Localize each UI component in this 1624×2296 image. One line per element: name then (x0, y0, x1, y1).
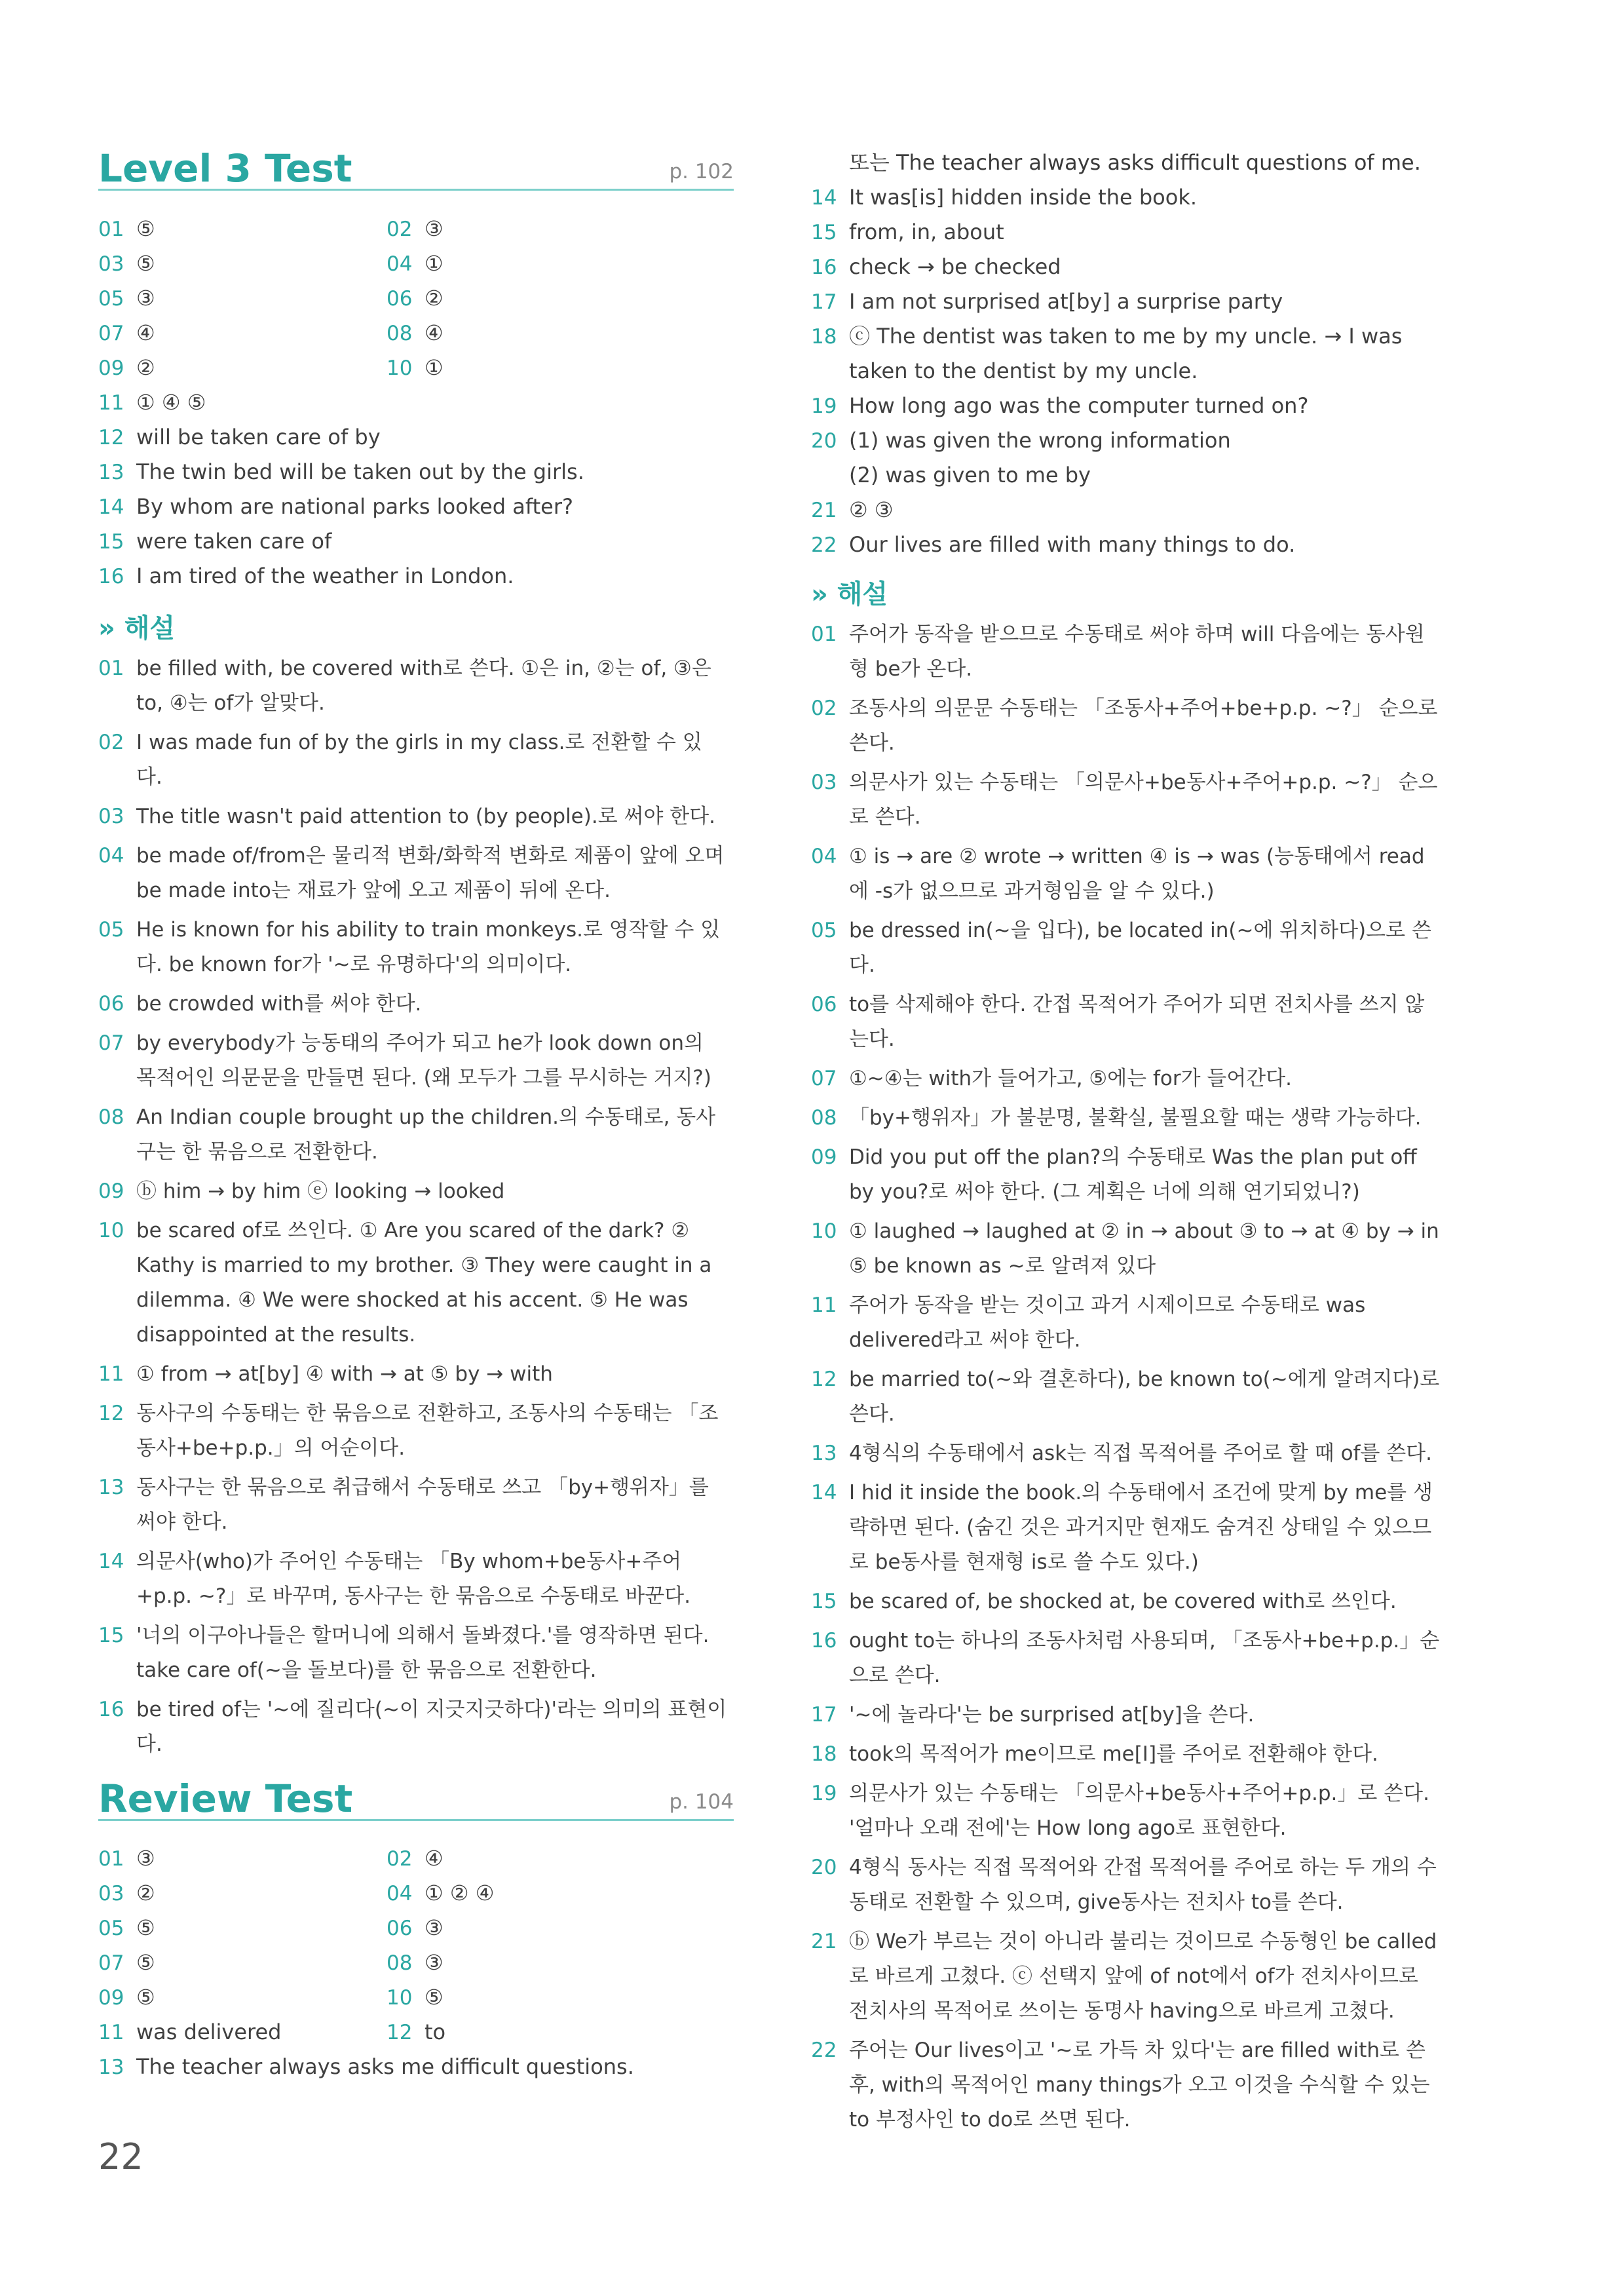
explanation-number: 21 (811, 1930, 837, 1953)
explanation-text: be filled with, be covered with로 쓴다. ①은 in, ②는 of, ③은 to, ④는 of가 알맞다. (136, 657, 711, 715)
answer-number: 22 (811, 533, 837, 557)
answer-row (98, 1841, 734, 1876)
explanation-text: be made of/from은 물리적 변화/화학적 변화로 제품이 앞에 오며 be made into는 재료가 앞에 오고 제품이 뒤에 온다. (136, 844, 725, 902)
explanation-number: 19 (811, 1782, 837, 1805)
answer-number: 10 (387, 1986, 413, 2010)
answer-number: 11 (98, 391, 124, 415)
explanation-number: 08 (811, 1106, 837, 1130)
explanation-item (98, 1214, 727, 1352)
explanation-item (811, 2033, 1440, 2137)
explanation-item (98, 1470, 727, 1540)
answer-row (98, 351, 734, 385)
explanation-text: be scared of, be shocked at, be covered with로 쓰인다. (849, 1590, 1397, 1613)
answer-item (811, 527, 1466, 562)
explanation-number: 17 (811, 1703, 837, 1727)
explanation-number: 06 (811, 993, 837, 1016)
answer-item (98, 385, 734, 420)
explanation-number: 14 (98, 1550, 124, 1573)
explanation-item (98, 839, 727, 908)
answer-item (98, 351, 387, 386)
answer-item (811, 389, 1466, 423)
answer-number: 03 (98, 252, 124, 276)
page-number: 22 (98, 2136, 143, 2177)
answer-number: 08 (387, 1951, 413, 1975)
answer-number: 14 (98, 495, 124, 519)
explanation-item (98, 1100, 727, 1170)
answer-number: 05 (98, 1917, 124, 1940)
explanation-text: ① laughed → laughed at ② in → about ③ to → at ④ by → in ⑤ be known as ~로 알려져 있다 (849, 1219, 1439, 1278)
explanation-text: be tired of는 '~에 질리다(~이 지긋지긋하다)'라는 의미의 표현이다. (136, 1698, 727, 1756)
answer-row (98, 316, 734, 351)
explanation-text: I hid it inside the book.의 수동태에서 조건에 맞게 by me를 생략하면 된다. (숨긴 것은 과거지만 현재도 숨겨진 상태일 수 있으므로 be동사를 현재형 is로 쓸 수도 있다.) (849, 1481, 1433, 1574)
explanation-text: to를 삭제해야 한다. 간접 목적어가 주어가 되면 전치사를 쓰지 않는다. (849, 993, 1425, 1051)
explanation-text: 「by+행위자」가 불분명, 불확실, 불필요할 때는 생략 가능하다. (849, 1106, 1422, 1130)
explanation-item (811, 1436, 1440, 1471)
explanation-number: 15 (98, 1624, 124, 1647)
answer-row (98, 281, 734, 316)
level3-header (98, 143, 734, 191)
answer-value: ① (425, 251, 444, 276)
explanation-item (811, 1850, 1440, 1920)
explanation-item (811, 1140, 1440, 1210)
explanation-number: 13 (811, 1442, 837, 1465)
answer-value: ⑤ (136, 216, 155, 241)
answer-value: ① ② ④ (425, 1881, 495, 1905)
explanation-text: I was made fun of by the girls in my class.로 전환할 수 있다. (136, 731, 702, 789)
explanation-text: by everybody가 능동태의 주어가 되고 he가 look down on의 목적어인 의문문을 만들면 된다. (왜 모두가 그를 무시하는 거지?) (136, 1031, 711, 1090)
answer-value: ⑤ (136, 1950, 155, 1975)
explanation-item (811, 691, 1440, 761)
answer-number: 06 (387, 1917, 413, 1940)
answer-number: 11 (98, 2021, 124, 2044)
answer-value: ② (136, 355, 155, 380)
explanation-number: 15 (811, 1590, 837, 1613)
explanation-text: ① from → at[by] ④ with → at ⑤ by → with (136, 1362, 553, 1386)
answer-number: 09 (98, 356, 124, 380)
explanation-text: 의문사가 있는 수동태는 「의문사+be동사+주어+p.p. ~?」 순으로 쓴다. (849, 771, 1438, 829)
answer-value: ⑤ (425, 1985, 444, 2010)
answer-row (98, 2015, 734, 2050)
explanation-text: be scared of로 쓰인다. ① Are you scared of the dark? ② Kathy is married to my brother. ③ They were caught in a dilemma. ④ We were shocked at his accent. ⑤ He was disappointed at the results. (136, 1219, 712, 1347)
explanation-text: 주어는 Our lives이고 '~로 가득 차 있다'는 are filled with로 쓴 후, with의 목적어인 many things가 오고 이것을 수식할 수 있는 to 부정사인 to do로 쓰면 된다. (849, 2038, 1430, 2132)
explanation-item (98, 651, 727, 721)
explanation-text: 조동사의 의문문 수동태는 「조동사+주어+be+p.p. ~?」 순으로 쓴다. (849, 697, 1438, 755)
explanation-text: 4형식 동사는 직접 목적어와 간접 목적어를 주어로 하는 두 개의 수동태로 전환할 수 있으며, give동사는 전치사 to를 쓴다. (849, 1856, 1437, 1914)
answer-number: 14 (811, 186, 837, 210)
explanation-text: ⓑ him → by him ⓔ looking → looked (136, 1179, 505, 1203)
explanation-number: 05 (98, 918, 124, 942)
level3-page-ref: p. 102 (669, 160, 734, 183)
answer-value: check → be checked (849, 254, 1061, 279)
explanation-number: 16 (811, 1629, 837, 1653)
review-explanations (811, 617, 1440, 2142)
answer-row (98, 1911, 734, 1945)
answer-row (98, 1945, 734, 1980)
explanation-item (811, 987, 1440, 1057)
explanation-text: '너의 이구아나들은 할머니에 의해서 돌봐졌다.'를 영작하면 된다. take care of(~을 돌보다)를 한 묶음으로 전환한다. (136, 1624, 709, 1682)
answer-number: 16 (98, 565, 124, 588)
explanation-item (811, 1101, 1440, 1136)
explanation-number: 02 (811, 697, 837, 720)
explanation-number: 03 (98, 805, 124, 828)
review-answer-grid (98, 1841, 734, 2050)
answer-value: ④ (136, 320, 155, 345)
answer-item (811, 180, 1466, 215)
explanation-item (811, 1288, 1440, 1358)
answer-continuation (811, 354, 1466, 389)
answer-number: 03 (98, 1882, 124, 1905)
answer-value: Our lives are filled with many things to do. (849, 532, 1296, 557)
answer-item (387, 246, 444, 282)
answer-value: were taken care of (136, 529, 332, 554)
explanation-number: 16 (98, 1698, 124, 1721)
answer-row (98, 212, 734, 246)
explanation-text: ought to는 하나의 조동사처럼 사용되며, 「조동사+be+p.p.」순으로 쓴다. (849, 1629, 1440, 1687)
answer-item (811, 423, 1466, 458)
explanation-item (98, 1618, 727, 1688)
answer-row (98, 1980, 734, 2015)
explanation-item (98, 987, 727, 1022)
answer-item (387, 351, 444, 386)
explanation-number: 01 (98, 657, 124, 680)
answer-item (98, 2015, 387, 2050)
explanation-item (811, 1624, 1440, 1693)
answer-item (387, 1980, 444, 2016)
explanation-number: 11 (811, 1293, 837, 1317)
answer-number: 05 (98, 287, 124, 311)
explanation-number: 09 (98, 1179, 124, 1203)
answer-number: 07 (98, 322, 124, 345)
level3-title: Level 3 Test (98, 146, 352, 191)
answer-value: ③ (425, 1950, 444, 1975)
answer-number: 12 (98, 426, 124, 450)
answer-item (98, 489, 734, 524)
explanation-text: 의문사가 있는 수동태는 「의문사+be동사+주어+p.p.」로 쓴다. '얼마나 오래 전에'는 How long ago로 표현한다. (849, 1782, 1429, 1840)
explanation-number: 07 (98, 1031, 124, 1055)
answer-item (98, 316, 387, 351)
explanation-text: '~에 놀라다'는 be surprised at[by]을 쓴다. (849, 1703, 1255, 1727)
answer-item (98, 524, 734, 559)
explanation-text: be dressed in(~을 입다), be located in(~에 위치하다)으로 쓴다. (849, 919, 1431, 977)
explanation-item (98, 799, 727, 834)
answer-continuation (811, 458, 1466, 493)
answer-number: 16 (811, 256, 837, 279)
answer-item (387, 1945, 444, 1981)
explanation-number: 18 (811, 1742, 837, 1766)
answer-item (811, 319, 1466, 354)
explanation-text: The title wasn't paid attention to (by people).로 써야 한다. (136, 805, 715, 828)
explanation-number: 20 (811, 1856, 837, 1879)
explanation-text: 동사구는 한 묶음으로 취급해서 수동태로 쓰고 「by+행위자」를 써야 한다. (136, 1476, 709, 1534)
answer-value: ① (425, 355, 444, 380)
explanation-number: 06 (98, 992, 124, 1016)
answer-number: 20 (811, 429, 837, 453)
answer-value: taken to the dentist by my uncle. (849, 358, 1198, 383)
answer-item (98, 1980, 387, 2016)
explanation-text: 의문사(who)가 주어인 수동태는 「By whom+be동사+주어+p.p. ~?」로 바꾸며, 동사구는 한 묶음으로 수동태로 바꾼다. (136, 1550, 691, 1608)
answer-item (811, 493, 1466, 527)
explanation-text: 주어가 동작을 받으므로 수동태로 써야 하며 will 다음에는 동사원형 be가 온다. (849, 622, 1425, 681)
explanation-item (98, 725, 727, 795)
answer-value: ③ (425, 1915, 444, 1940)
answer-number: 01 (98, 218, 124, 241)
answer-item (811, 215, 1466, 250)
answer-item (387, 2015, 445, 2050)
review-header (98, 1773, 734, 1821)
answer-value: By whom are national parks looked after? (136, 494, 573, 519)
answer-value: ⑤ (136, 1985, 155, 2010)
answer-number: 02 (387, 218, 413, 241)
review-title: Review Test (98, 1776, 353, 1821)
answer-value: (2) was given to me by (849, 463, 1091, 488)
answer-value: will be taken care of by (136, 425, 381, 450)
explanation-item (811, 1062, 1440, 1096)
explanation-item (98, 1396, 727, 1466)
review-answer-13: 13 The teacher always asks me difficult questions. (98, 2054, 634, 2079)
answer-number: 18 (811, 325, 837, 349)
explanation-number: 04 (811, 845, 837, 868)
answer-item (98, 212, 387, 247)
answer-number: 09 (98, 1986, 124, 2010)
explanation-number: 14 (811, 1481, 837, 1504)
answer-number: 15 (811, 221, 837, 244)
answer-value: (1) was given the wrong information (849, 428, 1231, 453)
answer-value: The twin bed will be taken out by the girls. (136, 459, 584, 484)
answer-item (98, 1911, 387, 1946)
answer-value: ② (136, 1881, 155, 1905)
answer-number: 01 (98, 1847, 124, 1871)
review-explanation-heading: » 해설 (811, 579, 888, 609)
answer-item (811, 250, 1466, 284)
explanation-number: 04 (98, 844, 124, 868)
answer-item (98, 420, 734, 455)
explanation-number: 10 (98, 1219, 124, 1242)
answer-value: ④ (425, 1846, 444, 1871)
answer-value: ⑤ (136, 251, 155, 276)
answer-item (98, 1841, 387, 1877)
explanation-number: 10 (811, 1219, 837, 1243)
answer-value: ⑤ (136, 1915, 155, 1940)
answer-value: ③ (136, 1846, 155, 1871)
explanation-text: be married to(~와 결혼하다), be known to(~에게 알려지다)로 쓴다. (849, 1368, 1440, 1426)
answer-item (98, 559, 734, 594)
answer-number: 06 (387, 287, 413, 311)
explanation-number: 03 (811, 771, 837, 794)
answer-value: ③ (136, 286, 155, 311)
explanation-text: Did you put off the plan?의 수동태로 Was the plan put off by you?로 써야 한다. (그 계획은 너에 의해 연기되었니?) (849, 1145, 1417, 1204)
answer-number: 07 (98, 1951, 124, 1975)
answer-number: 19 (811, 394, 837, 418)
explanation-item (811, 1214, 1440, 1284)
level3-long-answers (98, 385, 734, 594)
explanation-item (811, 1584, 1440, 1619)
answer-value: to (425, 2019, 446, 2044)
explanation-item (811, 765, 1440, 835)
explanation-item (811, 1776, 1440, 1846)
explanation-number: 13 (98, 1476, 124, 1499)
explanation-text: ① is → are ② wrote → written ④ is → was (능동태에서 read에 -s가 없으므로 과거형임을 알 수 있다.) (849, 845, 1425, 903)
explanation-number: 07 (811, 1067, 837, 1090)
answer-item (98, 246, 387, 282)
answer-item (387, 316, 444, 351)
answer-item (811, 284, 1466, 319)
explanation-item (811, 1924, 1440, 2029)
explanation-text: 4형식의 수동태에서 ask는 직접 목적어를 주어로 할 때 of를 쓴다. (849, 1442, 1432, 1465)
explanation-item (811, 1737, 1440, 1772)
answer-number: 12 (387, 2021, 413, 2044)
answer-value: I am not surprised at[by] a surprise party (849, 289, 1283, 314)
answer-item (387, 1911, 444, 1946)
answer-value: It was[is] hidden inside the book. (849, 185, 1198, 210)
review-long-answers (811, 180, 1466, 562)
explanation-number: 09 (811, 1145, 837, 1169)
explanation-text: ①~④는 with가 들어가고, ⑤에는 for가 들어간다. (849, 1067, 1293, 1090)
answer-value: ④ (425, 320, 444, 345)
level3-explanation-heading: » 해설 (98, 613, 176, 643)
explanation-number: 01 (811, 622, 837, 646)
answer-value: ② ③ (849, 497, 894, 522)
review-page-ref: p. 104 (669, 1790, 734, 1814)
answer-row (98, 246, 734, 281)
level3-answer-grid (98, 212, 734, 385)
answer-item (387, 1876, 494, 1911)
answer-value: from, in, about (849, 220, 1004, 244)
answer-row (98, 1876, 734, 1911)
explanation-item (811, 839, 1440, 909)
explanation-item (811, 617, 1440, 687)
answer-value: ② (425, 286, 444, 311)
explanation-text: be crowded with를 써야 한다. (136, 992, 422, 1016)
answer-number: 13 (98, 461, 124, 484)
answer-number: 17 (811, 290, 837, 314)
explanation-number: 05 (811, 919, 837, 942)
explanation-text: He is known for his ability to train monkeys.로 영작할 수 있다. be known for가 '~로 유명하다'의 의미이다. (136, 918, 721, 976)
review-answer-13-continued: 또는 The teacher always asks difficult questions of me. (849, 150, 1421, 175)
level3-explanations (98, 651, 727, 1767)
answer-value: ⓒ The dentist was taken to me by my uncle. → I was (849, 324, 1403, 349)
answer-value: ③ (425, 216, 444, 241)
answer-number: 02 (387, 1847, 413, 1871)
answer-value: I am tired of the weather in London. (136, 564, 514, 588)
explanation-number: 12 (811, 1368, 837, 1391)
explanation-number: 11 (98, 1362, 124, 1386)
answer-item (98, 455, 734, 489)
answer-item (98, 1876, 387, 1911)
explanation-number: 08 (98, 1105, 124, 1129)
explanation-item (98, 1174, 727, 1209)
explanation-item (98, 913, 727, 982)
answer-number: 08 (387, 322, 413, 345)
explanation-text: 주어가 동작을 받는 것이고 과거 시제이므로 수동태로 was delivered라고 써야 한다. (849, 1293, 1366, 1352)
explanation-text: 동사구의 수동태는 한 묶음으로 전환하고, 조동사의 수동태는 「조동사+be+p.p.」의 어순이다. (136, 1402, 719, 1460)
answer-item (387, 212, 444, 247)
answer-number: 10 (387, 356, 413, 380)
answer-item (387, 1841, 444, 1877)
answer-item (98, 1945, 387, 1981)
explanation-item (98, 1026, 727, 1096)
explanation-item (98, 1544, 727, 1614)
explanation-number: 22 (811, 2038, 837, 2062)
answer-value: How long ago was the computer turned on? (849, 393, 1309, 418)
answer-value: was delivered (136, 2019, 282, 2044)
explanation-text: An Indian couple brought up the children.의 수동태로, 동사구는 한 묶음으로 전환한다. (136, 1105, 716, 1164)
explanation-item (811, 1698, 1440, 1732)
answer-number: 15 (98, 530, 124, 554)
answer-value: ① ④ ⑤ (136, 390, 206, 415)
answer-number: 21 (811, 499, 837, 522)
explanation-item (811, 1362, 1440, 1432)
explanation-item (98, 1357, 727, 1392)
answer-number: 04 (387, 1882, 413, 1905)
answer-item (98, 281, 387, 316)
answer-item (387, 281, 444, 316)
explanation-number: 02 (98, 731, 124, 754)
answer-number: 04 (387, 252, 413, 276)
explanation-item (811, 1476, 1440, 1580)
explanation-text: took의 목적어가 me이므로 me[I]를 주어로 전환해야 한다. (849, 1742, 1378, 1766)
explanation-item (811, 913, 1440, 983)
explanation-number: 12 (98, 1402, 124, 1425)
explanation-text: ⓑ We가 부르는 것이 아니라 불리는 것이므로 수동형인 be called로 바르게 고쳤다. ⓒ 선택지 앞에 of not에서 of가 전치사이므로 전치사의 목적어로 쓰이는 동명사 having으로 바르게 고쳤다. (849, 1930, 1437, 2023)
explanation-item (98, 1693, 727, 1762)
